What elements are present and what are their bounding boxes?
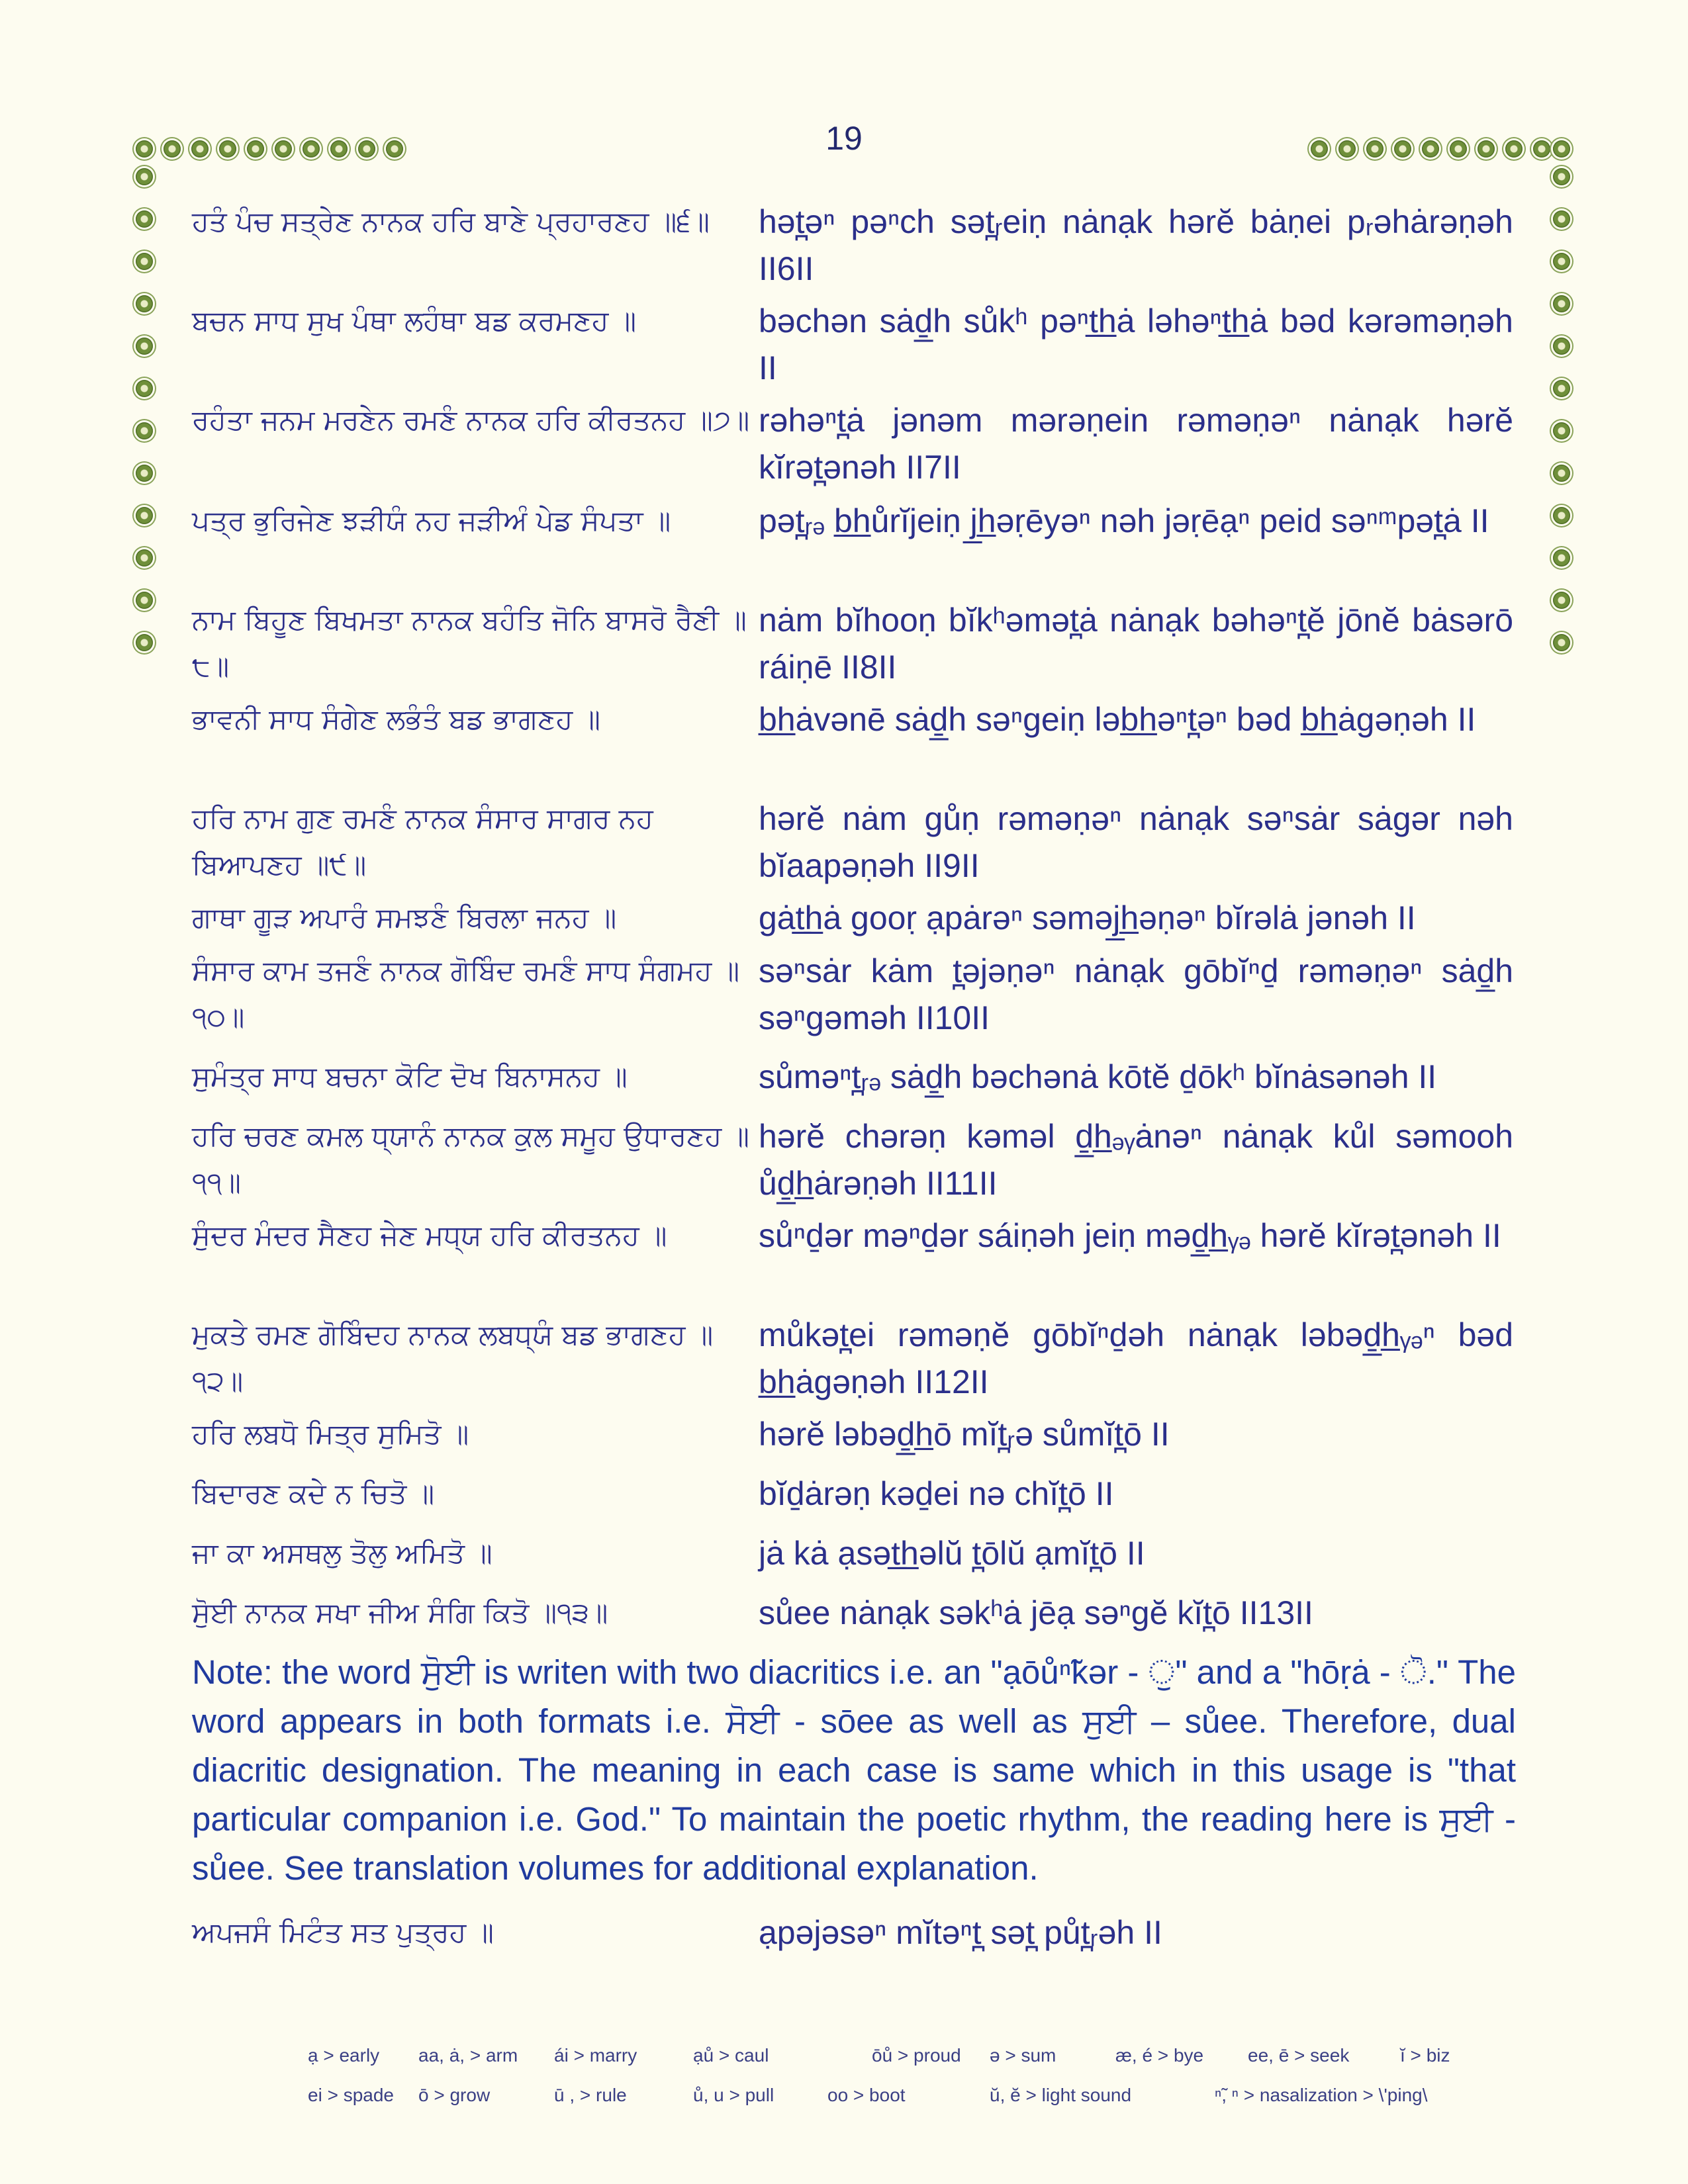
transliteration-text: gȧt̲h̲ȧ gooṛ ạpȧrəⁿ səməj̲h̲əṇəⁿ bĭrəlȧ jənəh II (759, 899, 1416, 936)
gurmukhi-text: ਹਰਿ ਲਬਧੋ ਮਿਤ੍ਰ ਸੁਮਿਤੋ ॥ (192, 1418, 469, 1450)
flower-icon (1366, 140, 1383, 158)
diacritic-note: Note: the word ਸੁੋਈ is writen with two diacritics i.e. an "ạōůⁿ̃kər - ੁ" and a "hōṛȧ - ੋ." The word appears in both formats i.e. ਸੋਈ - sōee as well as ਸੁਈ – sůee. Therefore, dual diacritic designation. The meaning in each case is same which in this usage is "that particular companion i.e. God." To maintain the poetic rhythm, the reading here is ਸੁਈ - sůee. See translation volumes for additional explanation. (192, 1653, 1517, 1887)
page-number: 19 (825, 120, 863, 157)
transliteration-text: můkət̪ei rəməṇĕ gōbĭⁿḏəh nȧnạk ləbəḏ̲h̲ᵧₔⁿ bəd b̲h̲ȧgəṇəh II12II (759, 1316, 1513, 1400)
flower-icon (1553, 210, 1570, 228)
flower-icon (1553, 295, 1570, 312)
flower-icon (136, 592, 153, 609)
legend-item: æ, é > bye (1115, 2045, 1204, 2066)
verse-row (192, 397, 1529, 491)
legend-item: ạů > caul (693, 2045, 769, 2066)
gurmukhi-text: ਸੰਸਾਰ ਕਾਮ ਤਜਣੰ ਨਾਨਕ ਗੋਬਿੰਦ ਰਮਣੰ ਸਾਧ ਸੰਗਮਹ ॥੧੦॥ (192, 954, 740, 1033)
legend-item: ŭ, ĕ > light sound (990, 2085, 1132, 2105)
flower-icon (1553, 168, 1570, 185)
transliteration-text: bĭḏȧrəṇ kəḏei nə chĭt̪ō II (759, 1475, 1114, 1512)
legend-item: ū , > rule (554, 2085, 627, 2105)
transliteration-text: jȧ kȧ ạsət̲h̲əlŭ t̪ōlŭ ạmĭt̪ō II (759, 1535, 1145, 1572)
verse-row (192, 1530, 1529, 1577)
flower-icon (136, 380, 153, 397)
flower-icon (164, 140, 181, 158)
flower-icon (1450, 140, 1467, 158)
verse-row (192, 948, 1529, 1042)
verse-row (192, 1312, 1529, 1406)
verse-row (192, 1212, 1529, 1259)
transliteration-text: sůməⁿt̪ᵣₔ sȧḏ̲h bəchənȧ kōtĕ ḏōkʰ bĭnȧsənəh II (759, 1058, 1437, 1095)
legend-item: ō > grow (418, 2085, 491, 2105)
transliteration-text: hərĕ nȧm gůṇ rəməṇəⁿ nȧnạk səⁿsȧr sȧgər nəh bĭaapəṇəh II9II (759, 800, 1513, 884)
legend-item: ĭ > biz (1400, 2045, 1450, 2066)
flower-icon (1505, 140, 1523, 158)
flower-icon (386, 140, 403, 158)
gurmukhi-text: ਮੁਕਤੇ ਰਮਣ ਗੋਬਿੰਦਹ ਨਾਨਕ ਲਬਧ੍ਯੰ ਬਡ ਭਾਗਣਹ ॥੧੨॥ (192, 1318, 714, 1397)
flower-icon (136, 253, 153, 270)
flower-icon (1553, 549, 1570, 567)
gurmukhi-text: ਗਾਥਾ ਗੂੜ ਅਪਾਰੰ ਸਮਝਣੰ ਬਿਰਲਾ ਜਨਹ ॥ (192, 901, 617, 934)
transliteration-text: bəchən sȧḏ̲h sůkʰ pəⁿt̲h̲ȧ ləhəⁿt̲h̲ȧ bəd kərəməṇəh II (759, 302, 1513, 387)
gurmukhi-text: ਸੁੋਈ ਨਾਨਕ ਸਖਾ ਜੀਅ ਸੰਗਿ ਕਿਤੋ ॥੧੩॥ (192, 1596, 608, 1629)
flower-icon (1553, 422, 1570, 439)
verse-row (192, 498, 1529, 545)
legend-item: oo > boot (827, 2085, 906, 2105)
transliteration-text: hərĕ ləbəḏ̲h̲ō mĭt̪ᵣə sůmĭt̪ō II (759, 1416, 1170, 1453)
pronunciation-legend (308, 2085, 1499, 2111)
flower-icon (1553, 380, 1570, 397)
transliteration-text: hət̪əⁿ pəⁿch sət̪ᵣeiṇ nȧnạk hərĕ bȧṇei pᵣəhȧrəṇəh II6II (759, 203, 1513, 287)
flower-icon (136, 140, 153, 158)
gurmukhi-text: ਅਪਜਸੰ ਮਿਟੰਤ ਸਤ ਪੁਤ੍ਰਹ ॥ (192, 1916, 494, 1948)
flower-icon (1553, 140, 1570, 158)
verse-row (192, 1411, 1529, 1458)
verse-row (192, 199, 1529, 293)
flower-icon (1553, 338, 1570, 355)
flower-icon (136, 549, 153, 567)
gurmukhi-text: ਜਾ ਕਾ ਅਸਥਲੁ ਤੋਲੁ ਅਮਿਤੋ ॥ (192, 1537, 492, 1569)
flower-icon (1533, 140, 1550, 158)
flower-icon (1553, 592, 1570, 609)
verse-row (192, 1471, 1529, 1518)
flower-icon (358, 140, 375, 158)
transliteration-text: səⁿsȧr kȧm t̪əjəṇəⁿ nȧnạk gōbĭⁿḏ rəməṇəⁿ sȧḏ̲h səⁿgəməh II10II (759, 952, 1513, 1036)
verse-row (192, 895, 1529, 942)
flower-icon (275, 140, 292, 158)
transliteration-text: sůee nȧnạk səkʰȧ jēạ səⁿgĕ kĭt̪ō II13II (759, 1594, 1313, 1631)
gurmukhi-text: ਭਾਵਨੀ ਸਾਧ ਸੰਗੇਣ ਲਭੰਤੰ ਬਡ ਭਾਗਣਹ ॥ (192, 703, 600, 735)
transliteration-text: rəhəⁿt̪ȧ jənəm mərəṇein rəməṇəⁿ nȧnạk hərĕ kĭrət̪ənəh II7II (759, 402, 1513, 486)
flower-icon (136, 465, 153, 482)
legend-item: ạ > early (308, 2045, 380, 2066)
gurmukhi-text: ਹਰਿ ਨਾਮ ਗੁਣ ਰਮਣੰ ਨਾਨਕ ਸੰਸਾਰ ਸਾਗਰ ਨਹ ਬਿਆਪਣਹ ॥੯॥ (192, 802, 653, 881)
flower-icon (1394, 140, 1411, 158)
legend-item: ái > marry (554, 2045, 637, 2066)
gurmukhi-text: ਰਹੰਤਾ ਜਨਮ ਮਰਣੇਨ ਰਮਣੰ ਨਾਨਕ ਹਰਿ ਕੀਰਤਨਹ ॥੭॥ (192, 404, 750, 436)
verse-row (192, 796, 1529, 889)
gurmukhi-text: ਬਚਨ ਸਾਧ ਸੁਖ ਪੰਥਾ ਲਹੰਥਾ ਬਡ ਕਰਮਣਹ ॥ (192, 304, 637, 337)
legend-item: ə > sum (990, 2045, 1056, 2066)
flower-icon (219, 140, 236, 158)
verse-row (192, 696, 1529, 743)
verse-row (192, 1590, 1529, 1637)
flower-icon (1553, 634, 1570, 651)
legend-item: ōů > proud (872, 2045, 961, 2066)
flower-icon (136, 422, 153, 439)
transliteration-text: b̲h̲ȧvənē sȧḏ̲h səⁿgeiṇ ləb̲h̲əⁿt̪əⁿ bəd b̲h̲ȧgəṇəh II (759, 701, 1476, 738)
transliteration-text: ạpəjəsəⁿ mĭtəⁿt̪ sət̪ půt̪ᵣəh II (759, 1914, 1162, 1951)
verse-row (192, 597, 1529, 691)
flower-icon (1422, 140, 1439, 158)
flower-icon (303, 140, 320, 158)
gurmukhi-text: ਪਤ੍ਰ ਭੁਰਿਜੇਣ ਝੜੀਯੰ ਨਹ ਜੜੀਅੰ ਪੇਡ ਸੰਪਤਾ ॥ (192, 504, 671, 537)
gurmukhi-text: ਸੁਮੰਤ੍ਰ ਸਾਧ ਬਚਨਾ ਕੋਟਿ ਦੋਖ ਬਿਨਾਸਨਹ ॥ (192, 1060, 628, 1093)
verse-row (192, 298, 1529, 392)
gurmukhi-text: ਬਿਦਾਰਣ ਕਦੇ ਨ ਚਿਤੋ ॥ (192, 1477, 435, 1510)
verse-row (192, 1909, 1529, 1956)
transliteration-text: nȧm bĭhooṇ bĭkʰəmət̪ȧ nȧnạk bəhəⁿt̪ĕ jōnĕ bȧsərō ráiṇē II8II (759, 602, 1513, 686)
flower-icon (1553, 465, 1570, 482)
pronunciation-legend (308, 2045, 1499, 2071)
verse-row (192, 1054, 1529, 1101)
legend-item: ee, ē > seek (1248, 2045, 1350, 2066)
legend-item: ⁿ̃, ⁿ > nasalization > \'ping\ (1215, 2085, 1428, 2105)
flower-icon (136, 168, 153, 185)
flower-icon (1338, 140, 1356, 158)
gurmukhi-text: ਹਰਿ ਚਰਣ ਕਮਲ ਧ੍ਯਾਨੰ ਨਾਨਕ ਕੁਲ ਸਮੂਹ ਉਧਾਰਣਹ ॥੧੧॥ (192, 1120, 749, 1199)
gurmukhi-text: ਨਾਮ ਬਿਹੂਣ ਬਿਖਮਤਾ ਨਾਨਕ ਬਹੰਤਿ ਜੋਨਿ ਬਾਸਰੋ ਰੈਣੀ ॥੮॥ (192, 604, 747, 682)
flower-icon (330, 140, 348, 158)
gurmukhi-text: ਸੁੰਦਰ ਮੰਦਰ ਸੈਣਹ ਜੇਣ ਮਧ੍ਯ ਹਰਿ ਕੀਰਤਨਹ ॥ (192, 1219, 667, 1251)
verse-row (192, 1113, 1529, 1207)
transliteration-text: hərĕ chərəṇ kəməl ḏ̲h̲ₔᵧȧnəⁿ nȧnạk kůl səmooh ůḏ̲h̲ȧrəṇəh II11II (759, 1118, 1513, 1202)
flower-icon (247, 140, 264, 158)
flower-icon (136, 338, 153, 355)
flower-icon (1553, 253, 1570, 270)
flower-icon (136, 634, 153, 651)
legend-item: ů, u > pull (693, 2085, 774, 2105)
flower-icon (136, 507, 153, 524)
flower-icon (1477, 140, 1495, 158)
flower-icon (136, 295, 153, 312)
gurmukhi-text: ਹਤੰ ਪੰਚ ਸਤ੍ਰੇਣ ਨਾਨਕ ਹਰਿ ਬਾਣੇ ਪ੍ਰਹਾਰਣਹ ॥੬॥ (192, 205, 710, 238)
legend-item: ei > spade (308, 2085, 394, 2105)
flower-icon (1311, 140, 1328, 158)
transliteration-text: pət̪ᵣₔ b̲h̲ůrĭjeiṇ j̲h̲əṛēyəⁿ nəh jəṛēạⁿ peid səⁿᵐpət̪ȧ II (759, 502, 1489, 539)
flower-icon (191, 140, 209, 158)
flower-icon (1553, 507, 1570, 524)
flower-icon (136, 210, 153, 228)
transliteration-text: sůⁿḏər məⁿḏər sáiṇəh jeiṇ məḏ̲h̲ᵧₔ hərĕ kĭrət̪ənəh II (759, 1217, 1501, 1254)
legend-item: aa, ȧ, > arm (418, 2045, 518, 2066)
